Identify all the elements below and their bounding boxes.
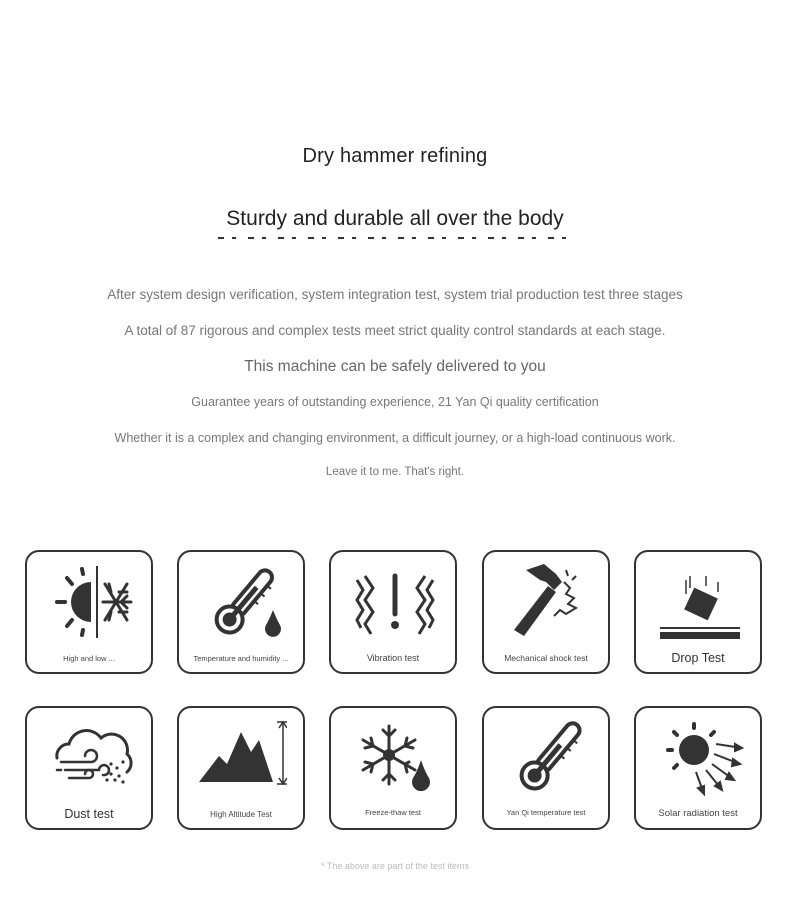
mountain-icon <box>199 718 287 798</box>
description-line-3: This machine can be safely delivered to you <box>244 358 546 375</box>
thermometer-drop-icon <box>199 562 287 642</box>
test-label: Yan Qi temperature test <box>506 808 586 817</box>
snowflake-drop-icon <box>351 718 439 798</box>
test-card-vibration <box>329 550 457 674</box>
hammer-shock-icon <box>504 562 592 642</box>
test-label: High and low ... <box>63 654 115 663</box>
test-card-freeze-thaw <box>329 706 457 830</box>
description-line-4: Guarantee years of outstanding experience, 21 Yan Qi quality certification <box>191 395 599 409</box>
test-label: Vibration test <box>366 653 420 663</box>
description-line-5: Whether it is a complex and changing environment, a difficult journey, or a high-load continuous work. <box>114 431 676 445</box>
vibration-icon <box>351 562 439 642</box>
test-card-drop <box>634 550 762 674</box>
footnote: * The above are part of the test items <box>321 861 469 871</box>
sun-rays-icon <box>656 718 744 798</box>
test-label: Mechanical shock test <box>504 653 588 663</box>
test-card-solar-radiation <box>634 706 762 830</box>
subtitle-overflow-line <box>218 236 573 241</box>
test-card-mechanical-shock <box>482 550 610 674</box>
test-card-dust <box>25 706 153 830</box>
page-subtitle: Sturdy and durable all over the body <box>226 207 564 230</box>
description-line-2: A total of 87 rigorous and complex tests meet strict quality control standards at each stage. <box>124 323 666 338</box>
test-card-yanqi-temperature <box>482 706 610 830</box>
test-label: Dust test <box>64 807 114 821</box>
test-label: Drop Test <box>671 651 725 665</box>
description-line-6: Leave it to me. That's right. <box>325 466 465 478</box>
test-label: Solar radiation test <box>658 808 738 819</box>
test-card-high-low <box>25 550 153 674</box>
dust-cloud-icon <box>47 718 135 798</box>
page-title: Dry hammer refining <box>302 145 488 167</box>
sun-snowflake-icon <box>47 562 135 642</box>
test-card-temperature-humidity <box>177 550 305 674</box>
test-card-high-altitude <box>177 706 305 830</box>
thermometer-icon <box>504 718 592 798</box>
drop-box-icon <box>656 562 744 642</box>
test-label: High Altitude Test <box>210 810 272 819</box>
description-line-1: After system design verification, system integration test, system trial production test three stages <box>107 287 683 302</box>
test-label: Freeze-thaw test <box>365 808 421 817</box>
test-label: Temperature and humidity ... <box>193 654 289 663</box>
